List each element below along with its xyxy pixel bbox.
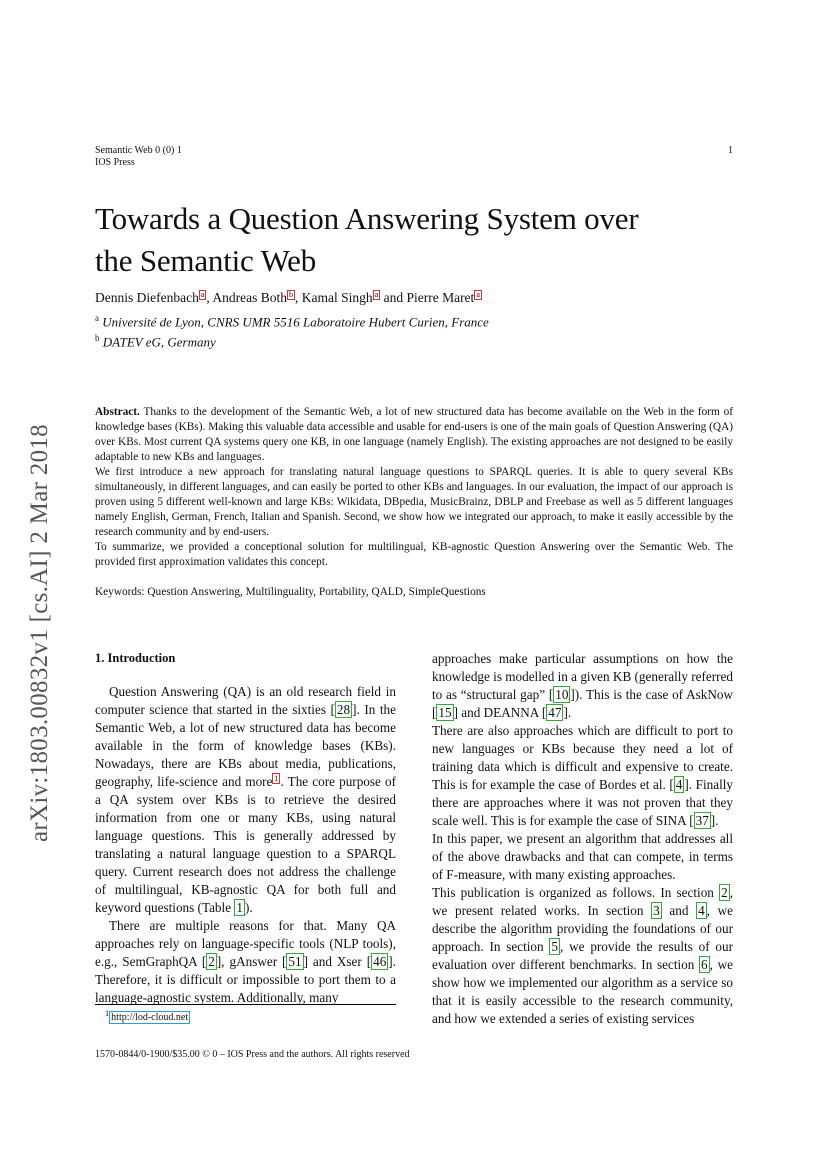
intro-paragraph: [432, 650, 733, 722]
intro-paragraph: [95, 917, 396, 1007]
copyright-footer: 1570-0844/0-1900/$35.00 © 0 – IOS Press and the authors. All rights reserved: [95, 1049, 410, 1060]
footnote-url-link[interactable]: http://lod-cloud.net: [111, 1012, 189, 1024]
body-text: Question Answering (QA) is an old research field in computer science that started in the sixties [: [95, 684, 396, 717]
body-text: There are multiple reasons for that. Many QA approaches rely on language-specific tools (NLP tools), e.g., SemGraphQA [: [95, 918, 396, 969]
body-text: ]). This is the case of AskNow [: [432, 687, 733, 720]
body-text: . The core purpose of a QA system over KBs is to retrieve the desired information from one or many KBs, using natural language questions. This is generally addressed by translating a natural language question to a SPARQL query. Current research does not address the challenge of multilingual, KB-agnostic QA for both full and keyword questions (Table: [95, 774, 396, 915]
table-link[interactable]: 1: [236, 900, 243, 915]
body-text: , we provide the results of our evaluation over different benchmarks. In section: [432, 939, 733, 972]
body-text: ] and Xser [: [303, 954, 372, 969]
footnote: [105, 1008, 190, 1024]
affiliations: [95, 310, 489, 351]
author-name: Dennis Diefenbach: [95, 290, 199, 305]
affiliation-text: DATEV eG, Germany: [102, 334, 216, 350]
citation-link[interactable]: 28: [336, 702, 351, 717]
intro-paragraph: [432, 722, 733, 830]
section-link[interactable]: 3: [653, 903, 660, 918]
citation-link[interactable]: 4: [675, 777, 683, 792]
affiliation-link[interactable]: a: [200, 289, 205, 299]
intro-paragraph: In this paper, we present an algorithm that addresses all of the above drawbacks and that can compete, in terms of F-measure, with many existing approaches.: [432, 831, 733, 882]
body-text: ].: [563, 705, 572, 720]
body-text: ].: [710, 813, 719, 828]
abstract-label: Abstract.: [95, 406, 140, 418]
body-text: There are also approaches which are difficult to port to new languages or KBs because they need a lot of training data which is difficult and expensive to create. This is for example the case of Bordes et al. [: [432, 723, 733, 792]
body-text: ]. In the Semantic Web, a lot of new structured data has become available in the form of knowledge bases (KBs). Nowadays, there are KBs about media, publications, geography, life-science and more: [95, 702, 396, 789]
body-text: , we present related works. In section: [432, 885, 733, 918]
abstract-text: Thanks to the development of the Semantic Web, a lot of new structured data has become available on the Web in the form of knowledge bases (KBs). Making this valuable data accessible and usable for end-users is one of the main goals of Question Answering (QA) over KBs. Most current QA systems query one KB, in one language (namely English). The existing approaches are not designed to be easily adaptable to new KBs and languages.: [95, 406, 733, 463]
affiliation-text: Université de Lyon, CNRS UMR 5516 Laboratoire Hubert Curien, France: [102, 314, 489, 330]
title-line-1: Towards a Question Answering System over: [95, 201, 639, 236]
body-text: ]. Finally there are approaches where it was not proven that they scale well. This is for example the case of SINA [: [432, 777, 733, 828]
author-name: and Pierre Maret: [380, 290, 475, 305]
affiliation-link[interactable]: a: [374, 289, 379, 299]
abstract-paragraph: [95, 405, 733, 465]
citation-link[interactable]: 2: [208, 954, 215, 969]
citation-link[interactable]: 15: [438, 705, 452, 720]
body-text: This publication is organized as follows. In section: [432, 885, 720, 900]
right-column: [432, 650, 733, 1028]
footnote-rule: [95, 1004, 396, 1005]
author-list: [95, 289, 482, 307]
body-text: , we describe the algorithm providing the foundations of our approach. In section: [432, 903, 733, 954]
title-line-2: the Semantic Web: [95, 243, 317, 278]
body-text: and: [661, 903, 697, 918]
author-name: , Kamal Singh: [295, 290, 373, 305]
body-text: ]. Therefore, it is difficult or impossible to port them to a language-agnostic system. Additionally, many: [95, 954, 396, 1005]
citation-link[interactable]: 51: [288, 954, 302, 969]
body-text: ] and DEANNA [: [453, 705, 547, 720]
keywords: Keywords: Question Answering, Multilinguality, Portability, QALD, SimpleQuestions: [95, 586, 486, 598]
paper-title: [95, 198, 755, 282]
affiliation-mark: b: [95, 333, 100, 344]
body-text: , we show how we implemented our algorithm as a service so that it is easily accessible to the research community, and how we extended a series of existing services: [432, 957, 733, 1026]
intro-paragraph: [95, 683, 396, 917]
citation-link[interactable]: 46: [373, 954, 387, 969]
intro-paragraph: [432, 884, 733, 1028]
body-text: ], gAnswer [: [216, 954, 287, 969]
abstract: [95, 405, 733, 570]
citation-link[interactable]: 10: [555, 687, 569, 702]
footnote-mark: 1: [105, 1009, 110, 1018]
left-column: [95, 683, 396, 1007]
body-text: approaches make particular assumptions on how the knowledge is modelled in a given KB (generally referred to as “structural gap” [: [432, 651, 734, 702]
citation-link[interactable]: 47: [548, 705, 562, 720]
running-header: [95, 145, 182, 169]
author-name: , Andreas Both: [206, 290, 288, 305]
section-link[interactable]: 6: [701, 957, 708, 972]
section-heading: 1. Introduction: [95, 651, 176, 665]
page-number: 1: [728, 145, 733, 156]
body-text: ).: [244, 900, 253, 915]
abstract-paragraph: To summarize, we provided a conceptional solution for multilingual, KB-agnostic Question Answering over the Semantic Web. The provided first approximation validates this concept.: [95, 541, 733, 568]
affiliation-link[interactable]: a: [476, 289, 480, 299]
journal-name: Semantic Web 0 (0) 1: [95, 145, 182, 156]
affiliation-link[interactable]: b: [289, 289, 294, 299]
abstract-paragraph: We first introduce a new approach for translating natural language questions to SPARQL queries. It is able to query several KBs simultaneously, in different languages, and can easily be ported to other KBs and languages. In our evaluation, the impact of our approach is proven using 5 different well-known and large KBs: Wikidata, DBpedia, MusicBrainz, DBLP and Freebase as well as 5 different languages namely English, German, French, Italian and Spanish. Second, we show how we integrated our approach, to make it easily accessible by the research community and by end-users.: [95, 466, 733, 538]
affiliation-item: [95, 330, 489, 350]
citation-link[interactable]: 37: [695, 813, 709, 828]
section-link[interactable]: 2: [721, 885, 728, 900]
affiliation-mark: a: [95, 313, 99, 323]
publisher-name: IOS Press: [95, 157, 135, 168]
section-link[interactable]: 5: [551, 939, 559, 954]
section-link[interactable]: 4: [698, 903, 705, 918]
affiliation-item: [95, 310, 489, 330]
footnote-link[interactable]: 1: [274, 773, 279, 783]
arxiv-identifier: arXiv:1803.00832v1 [cs.AI] 2 Mar 2018: [26, 424, 53, 842]
